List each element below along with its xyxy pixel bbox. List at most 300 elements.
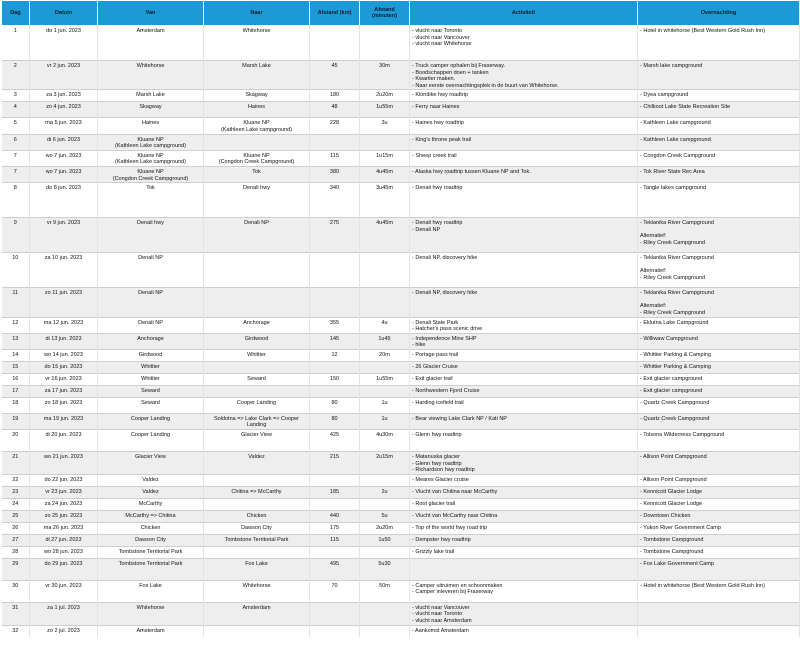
cell-van-line: (Kathleen Lake campground): [115, 159, 186, 166]
cell-naar: [204, 486, 310, 498]
cell-afstand-minuten: 3u45m: [360, 183, 410, 218]
cell-afstand-km: 380: [310, 166, 360, 182]
cell-naar: [204, 134, 310, 150]
cell-overnachting-line: - Kathleen Lake campground: [640, 136, 711, 143]
cell-overnachting: [638, 102, 800, 118]
cell-activiteit-line: - Root glacier trail: [412, 500, 456, 507]
cell-afstand-minuten: [360, 498, 410, 510]
cell-activiteit-line: - vlucht naar Whitehorse: [412, 41, 472, 48]
cell-dag: 25: [2, 510, 30, 522]
cell-naar: [204, 474, 310, 486]
cell-overnachting: [638, 317, 800, 333]
cell-activiteit-line: - Klondike hwy roadtrip: [412, 92, 468, 99]
cell-naar: [204, 61, 310, 90]
cell-naar: [204, 602, 310, 625]
cell-activiteit-line: - Harding icefield trail: [412, 399, 464, 406]
cell-van-line: Cooper Landing: [130, 415, 171, 422]
cell-datum: do 1 jun. 2023: [30, 26, 98, 61]
table-row: [2, 385, 800, 397]
table-row: [2, 361, 800, 373]
cell-activiteit-line: - Top of the world hwy road trip: [412, 524, 488, 531]
cell-dag: 5: [2, 118, 30, 134]
cell-naar-line: Whitehorse: [242, 582, 271, 589]
table-row: [2, 150, 800, 166]
cell-van: [98, 253, 204, 288]
cell-activiteit-line: - vlucht naar Amsterdam: [412, 618, 472, 625]
cell-activiteit-line: - Haines hwy roadtrip: [412, 120, 464, 127]
table-row: [2, 452, 800, 475]
cell-activiteit-line: - Grizzly lake trail: [412, 548, 455, 555]
cell-overnachting-line: [640, 262, 797, 269]
cell-van: [98, 150, 204, 166]
cell-van-line: Whitehorse: [136, 604, 165, 611]
cell-activiteit-line: - Portage pass trail: [412, 351, 459, 358]
cell-overnachting-line: - Dyea campground: [640, 92, 689, 99]
cell-afstand-minuten: [360, 134, 410, 150]
cell-van-line: Amsterdam: [136, 627, 165, 634]
cell-dag: 20: [2, 430, 30, 452]
cell-datum: di 6 jun. 2023: [30, 134, 98, 150]
cell-naar: [204, 580, 310, 602]
cell-van-line: Whittier: [141, 363, 160, 370]
cell-activiteit: [410, 397, 638, 413]
cell-van: [98, 349, 204, 361]
cell-van-line: Denali NP: [138, 290, 163, 297]
cell-activiteit-line: - vlucht naar Vancouver: [412, 604, 470, 611]
cell-overnachting: [638, 546, 800, 558]
cell-afstand-km: 12: [310, 349, 360, 361]
cell-naar: [204, 26, 310, 61]
cell-activiteit: [410, 546, 638, 558]
cell-overnachting: [638, 534, 800, 546]
cell-datum: wo 21 jun. 2023: [30, 452, 98, 475]
cell-van: [98, 625, 204, 637]
cell-overnachting-line: - Kathleen Lake campground: [640, 120, 711, 127]
cell-naar: [204, 253, 310, 288]
cell-dag: 15: [2, 361, 30, 373]
cell-activiteit-line: - vlucht naar Toronto: [412, 28, 463, 34]
cell-afstand-minuten: [360, 26, 410, 61]
cell-afstand-km: 228: [310, 118, 360, 134]
table-row: [2, 510, 800, 522]
cell-datum: do 8 jun. 2023: [30, 183, 98, 218]
cell-activiteit-line: - hike: [412, 342, 426, 349]
cell-afstand-km: [310, 253, 360, 288]
cell-afstand-km: 48: [310, 102, 360, 118]
cell-naar: [204, 118, 310, 134]
cell-dag: 7: [2, 150, 30, 166]
cell-overnachting: [638, 183, 800, 218]
cell-dag: 9: [2, 218, 30, 253]
cell-naar-line: Dawson City: [241, 524, 272, 531]
cell-overnachting-line: - Quartz Creek Campground: [640, 415, 710, 422]
cell-afstand-minuten: [360, 253, 410, 288]
cell-datum: di 27 jun. 2023: [30, 534, 98, 546]
cell-afstand-km: [310, 288, 360, 317]
cell-overnachting: [638, 134, 800, 150]
cell-afstand-minuten: 3u: [360, 118, 410, 134]
cell-activiteit-line: - Hatcher's pass scenic drive: [412, 326, 483, 333]
cell-overnachting: [638, 218, 800, 253]
cell-dag: 6: [2, 134, 30, 150]
cell-dag: 30: [2, 580, 30, 602]
table-row: [2, 558, 800, 580]
cell-afstand-km: 70: [310, 580, 360, 602]
cell-van-line: Denali NP: [138, 255, 163, 262]
cell-van: [98, 373, 204, 385]
cell-datum: vr 23 jun. 2023: [30, 486, 98, 498]
cell-overnachting: [638, 118, 800, 134]
table-row: [2, 333, 800, 349]
cell-naar: [204, 373, 310, 385]
cell-van-line: Seward: [141, 399, 160, 406]
cell-overnachting: [638, 166, 800, 182]
cell-overnachting: [638, 373, 800, 385]
cell-afstand-km: 45: [310, 61, 360, 90]
cell-datum: zo 18 jun. 2023: [30, 397, 98, 413]
cell-activiteit-line: - Truck camper ophalen bij Fraserway.: [412, 63, 506, 69]
cell-overnachting: [638, 397, 800, 413]
cell-naar-line: Whittier: [247, 351, 266, 358]
cell-activiteit-line: - Camper inleveren bij Fraserway: [412, 589, 493, 596]
cell-afstand-km: [310, 134, 360, 150]
cell-datum: vr 30 jun. 2023: [30, 580, 98, 602]
cell-activiteit-line: - Dempster hwy roadtrip: [412, 536, 471, 543]
cell-afstand-minuten: 4u: [360, 317, 410, 333]
cell-activiteit: [410, 413, 638, 429]
cell-van: [98, 102, 204, 118]
cell-activiteit-line: - King's throne peak trail: [412, 136, 472, 143]
cell-activiteit: [410, 349, 638, 361]
cell-afstand-km: 425: [310, 430, 360, 452]
cell-afstand-km: 115: [310, 534, 360, 546]
cell-activiteit-line: - Naar eerste overnachtingsplek in de buurt van Whitehorse.: [412, 82, 559, 89]
cell-overnachting: [638, 486, 800, 498]
cell-dag: 27: [2, 534, 30, 546]
cell-naar: [204, 558, 310, 580]
cell-naar-line: Whitehorse: [242, 28, 271, 34]
cell-activiteit-line: - Denali NP: [412, 226, 441, 233]
cell-afstand-km: 175: [310, 522, 360, 534]
cell-van: [98, 474, 204, 486]
cell-datum: za 10 jun. 2023: [30, 253, 98, 288]
header-afstand-km: Afstand (km): [310, 1, 360, 26]
cell-afstand-minuten: [360, 546, 410, 558]
table-row: [2, 118, 800, 134]
cell-afstand-km: 185: [310, 486, 360, 498]
cell-afstand-minuten: [360, 361, 410, 373]
cell-activiteit-line: - Glenn hwy roadtrip: [412, 432, 462, 439]
cell-datum: di 20 jun. 2023: [30, 430, 98, 452]
cell-van-line: Amsterdam: [136, 28, 165, 34]
cell-naar-line: Cooper Landing: [236, 399, 277, 406]
cell-naar: [204, 317, 310, 333]
cell-afstand-km: 495: [310, 558, 360, 580]
cell-afstand-minuten: 2u: [360, 486, 410, 498]
cell-afstand-minuten: 1u: [360, 413, 410, 429]
cell-activiteit: [410, 333, 638, 349]
cell-activiteit-line: - 26 Glacier Cruise: [412, 363, 458, 370]
cell-overnachting-line: - Riley Creek Campground: [640, 309, 706, 316]
cell-datum: do 22 jun. 2023: [30, 474, 98, 486]
cell-dag: 23: [2, 486, 30, 498]
table-row: [2, 373, 800, 385]
header-dag: Dag: [2, 1, 30, 26]
cell-naar-line: (Congdon Creek Campground): [218, 159, 295, 166]
cell-van: [98, 397, 204, 413]
table-row: [2, 183, 800, 218]
cell-naar-line: Skagway: [245, 92, 268, 99]
cell-afstand-minuten: 1u15m: [360, 150, 410, 166]
cell-datum: za 17 jun. 2023: [30, 385, 98, 397]
cell-overnachting-line: Alternatief:: [640, 268, 667, 275]
cell-van: [98, 61, 204, 90]
cell-afstand-minuten: 2u20m: [360, 90, 410, 102]
cell-naar-line: Tok: [252, 168, 261, 175]
cell-naar-line: Chicken: [246, 512, 267, 519]
cell-datum: zo 2 jul. 2023: [30, 625, 98, 637]
table-row: [2, 26, 800, 61]
cell-overnachting-line: - Congdon Creek Campground: [640, 152, 716, 159]
cell-afstand-km: [310, 625, 360, 637]
cell-activiteit: [410, 452, 638, 475]
itinerary-body: [2, 26, 800, 638]
cell-van-line: Denali hwy: [137, 220, 164, 227]
cell-naar-line: Seward: [247, 375, 266, 382]
cell-naar: [204, 349, 310, 361]
cell-afstand-km: [310, 602, 360, 625]
cell-activiteit-line: - Ferry naar Haines: [412, 104, 460, 111]
cell-dag: 26: [2, 522, 30, 534]
cell-afstand-minuten: 4u30m: [360, 430, 410, 452]
cell-naar: [204, 333, 310, 349]
cell-overnachting-line: - Kennicott Glacier Lodge: [640, 500, 703, 507]
cell-van-line: Glacier View: [135, 454, 166, 461]
cell-afstand-km: [310, 26, 360, 61]
cell-van-line: Whittier: [141, 375, 160, 382]
cell-datum: do 15 jun. 2023: [30, 361, 98, 373]
cell-overnachting: [638, 452, 800, 475]
cell-overnachting: [638, 288, 800, 317]
header-afstand-minuten: Afstand (minuten): [360, 1, 410, 26]
cell-afstand-minuten: [360, 625, 410, 637]
cell-datum: di 13 jun. 2023: [30, 333, 98, 349]
cell-naar: [204, 546, 310, 558]
cell-van: [98, 90, 204, 102]
cell-overnachting: [638, 474, 800, 486]
cell-activiteit: [410, 253, 638, 288]
cell-activiteit-line: - Denali hwy roadtrip: [412, 220, 463, 227]
cell-activiteit-line: - Vlucht van Chitina naar McCarthy: [412, 488, 498, 495]
cell-dag: 13: [2, 333, 30, 349]
cell-activiteit-line: - Denali NP, discovery hike: [412, 290, 478, 297]
cell-overnachting: [638, 333, 800, 349]
cell-dag: 31: [2, 602, 30, 625]
cell-van-line: Seward: [141, 387, 160, 394]
cell-van: [98, 118, 204, 134]
cell-afstand-km: 145: [310, 333, 360, 349]
cell-naar: [204, 183, 310, 218]
cell-van-line: Fox Lake: [139, 582, 162, 589]
cell-overnachting-line: - Quartz Creek Campground: [640, 399, 710, 406]
cell-activiteit-line: - Meares Glacier cruise: [412, 476, 469, 483]
cell-naar: [204, 625, 310, 637]
cell-overnachting-line: - Hotel in whitehorse (Best Western Gold Rush Inn): [640, 582, 765, 589]
cell-naar-line: Kluane NP: [243, 152, 270, 159]
cell-datum: ma 12 jun. 2023: [30, 317, 98, 333]
cell-overnachting-line: - Exit glacier campground: [640, 375, 703, 382]
cell-activiteit: [410, 510, 638, 522]
cell-datum: vr 16 jun. 2023: [30, 373, 98, 385]
cell-van: [98, 498, 204, 510]
cell-dag: 10: [2, 253, 30, 288]
cell-activiteit: [410, 602, 638, 625]
cell-activiteit-line: - Camper uitruimen en schoonmaken: [412, 582, 503, 589]
cell-afstand-minuten: 1u55m: [360, 102, 410, 118]
cell-afstand-minuten: [360, 602, 410, 625]
cell-dag: 28: [2, 546, 30, 558]
cell-activiteit-line: - Alaska hwy roadtrip tussen Kluane NP and Tok.: [412, 168, 531, 175]
cell-van-line: Whitehorse: [136, 63, 165, 69]
cell-overnachting: [638, 90, 800, 102]
cell-overnachting-line: - Riley Creek Campground: [640, 239, 706, 246]
cell-overnachting: [638, 26, 800, 61]
cell-activiteit-line: - Denali hwy roadtrip: [412, 185, 463, 192]
table-row: [2, 474, 800, 486]
cell-naar: [204, 90, 310, 102]
cell-afstand-minuten: 30m: [360, 61, 410, 90]
cell-datum: zo 4 jun. 2023: [30, 102, 98, 118]
cell-dag: 19: [2, 413, 30, 429]
cell-van-line: Dawson City: [135, 536, 166, 543]
header-van: Van: [98, 1, 204, 26]
cell-activiteit: [410, 166, 638, 182]
cell-activiteit-line: - Bear viewing Lake Clark NP / Kati NP: [412, 415, 507, 422]
cell-activiteit-line: - Aankomst Amsterdam: [412, 627, 469, 634]
cell-afstand-minuten: [360, 474, 410, 486]
table-row: [2, 498, 800, 510]
cell-activiteit-line: - Exit glacier trail: [412, 375, 453, 382]
cell-afstand-km: 180: [310, 90, 360, 102]
cell-naar: [204, 288, 310, 317]
header-row: [2, 1, 800, 26]
cell-van: [98, 166, 204, 182]
cell-van: [98, 452, 204, 475]
cell-naar: [204, 102, 310, 118]
table-row: [2, 61, 800, 90]
cell-afstand-km: 115: [310, 150, 360, 166]
cell-activiteit-line: - Independence Mine SHP: [412, 335, 477, 342]
cell-van-line: Valdez: [142, 476, 159, 483]
cell-van-line: Kluane NP: [137, 152, 164, 159]
cell-afstand-minuten: 1u: [360, 397, 410, 413]
cell-overnachting-line: - Teklanika River Campground: [640, 255, 714, 262]
cell-overnachting-line: - Teklanika River Campground: [640, 290, 714, 297]
cell-naar-line: Kluane NP: [243, 120, 270, 127]
cell-activiteit-line: - Glenn hwy roadtrip: [412, 460, 462, 467]
cell-van: [98, 333, 204, 349]
cell-overnachting-line: - Whittier Parking & Camping: [640, 363, 711, 370]
cell-overnachting-line: [640, 297, 797, 304]
cell-overnachting-line: - Fox Lake Government Camp: [640, 560, 714, 567]
cell-activiteit: [410, 150, 638, 166]
cell-afstand-minuten: 2u15m: [360, 452, 410, 475]
table-row: [2, 166, 800, 182]
cell-naar-line: Haines: [247, 104, 266, 111]
cell-van-line: Girdwood: [138, 351, 163, 358]
table-row: [2, 522, 800, 534]
cell-overnachting: [638, 580, 800, 602]
cell-dag: 11: [2, 288, 30, 317]
cell-datum: ma 19 jun. 2023: [30, 413, 98, 429]
cell-afstand-km: 215: [310, 452, 360, 475]
cell-naar-line: Chitina => McCarthy: [231, 488, 282, 495]
cell-activiteit-line: - vlucht naar Toronto: [412, 611, 463, 618]
cell-afstand-km: [310, 385, 360, 397]
cell-dag: 3: [2, 90, 30, 102]
table-row: [2, 486, 800, 498]
cell-datum: wo 7 jun. 2023: [30, 150, 98, 166]
cell-van: [98, 26, 204, 61]
cell-van: [98, 183, 204, 218]
table-row: [2, 317, 800, 333]
cell-datum: za 1 jul. 2023: [30, 602, 98, 625]
cell-van-line: (Congdon Creek Campground): [112, 175, 189, 182]
table-row: [2, 134, 800, 150]
table-row: [2, 430, 800, 452]
cell-afstand-minuten: 1u55m: [360, 373, 410, 385]
cell-datum: ma 5 jun. 2023: [30, 118, 98, 134]
itinerary-table: [1, 0, 800, 637]
cell-naar: [204, 218, 310, 253]
cell-activiteit: [410, 373, 638, 385]
table-row: [2, 349, 800, 361]
cell-van-line: Tombstone Territorial Park: [118, 560, 183, 567]
cell-naar: [204, 385, 310, 397]
cell-naar: [204, 361, 310, 373]
table-row: [2, 102, 800, 118]
cell-van: [98, 317, 204, 333]
cell-overnachting-line: Alternatief:: [640, 303, 667, 310]
table-row: [2, 625, 800, 637]
cell-van-line: Chicken: [140, 524, 161, 531]
cell-overnachting: [638, 498, 800, 510]
cell-van-line: Kluane NP: [137, 136, 164, 143]
header-activiteit: Activiteit: [410, 1, 638, 26]
cell-activiteit-line: - Northwestern Fjord Cruise: [412, 387, 480, 394]
cell-naar-line: Landing: [246, 422, 267, 429]
cell-overnachting: [638, 510, 800, 522]
cell-afstand-km: 150: [310, 373, 360, 385]
cell-afstand-minuten: 1u45: [360, 333, 410, 349]
cell-dag: 8: [2, 183, 30, 218]
cell-naar-line: Valdez: [248, 454, 265, 461]
cell-dag: 4: [2, 102, 30, 118]
cell-overnachting: [638, 413, 800, 429]
cell-dag: 1: [2, 26, 30, 61]
cell-naar-line: Marsh Lake: [242, 63, 271, 69]
cell-overnachting: [638, 349, 800, 361]
cell-activiteit: [410, 361, 638, 373]
cell-overnachting-line: - Kennicott Glacier Lodge: [640, 488, 703, 495]
cell-datum: ma 26 jun. 2023: [30, 522, 98, 534]
cell-activiteit: [410, 558, 638, 580]
cell-datum: za 24 jun. 2023: [30, 498, 98, 510]
cell-overnachting: [638, 61, 800, 90]
cell-activiteit: [410, 317, 638, 333]
cell-activiteit: [410, 625, 638, 637]
cell-overnachting-line: - Hotel in whitehorse (Best Western Gold Rush Inn): [640, 28, 765, 34]
